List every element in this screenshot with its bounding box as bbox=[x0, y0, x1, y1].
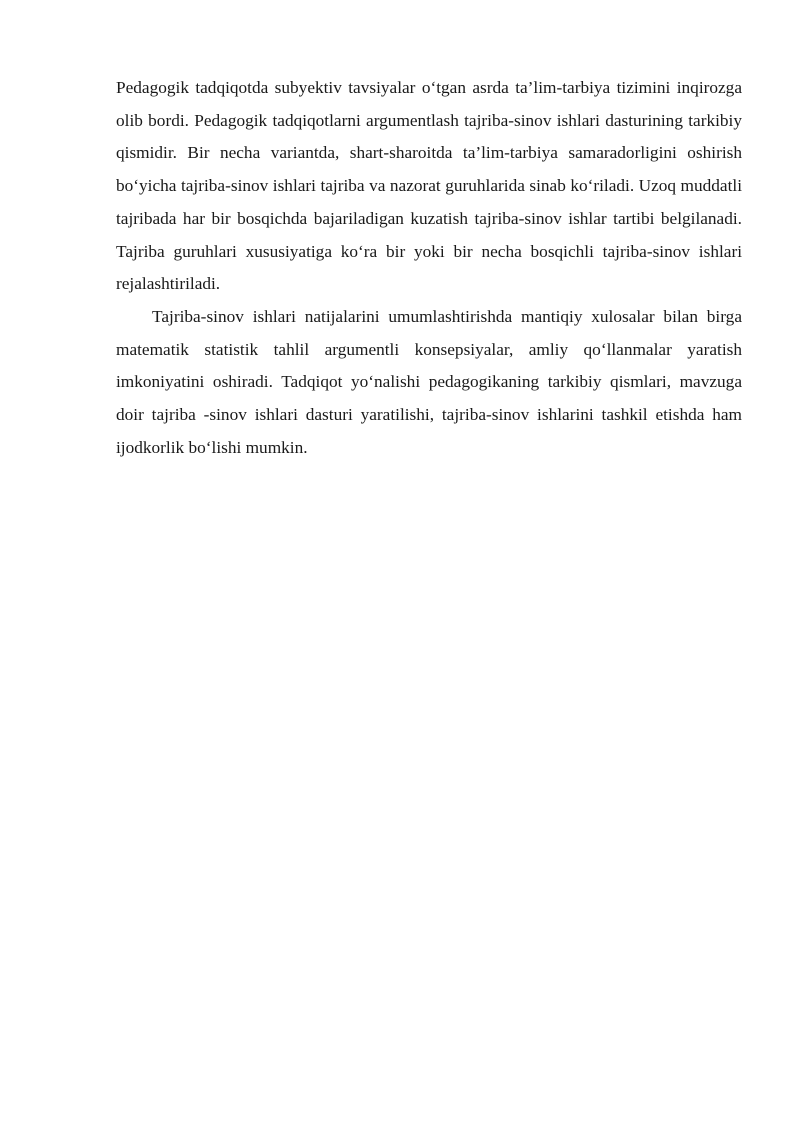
paragraph-2: Tajriba-sinov ishlari natijalarini umumlashtirishda mantiqiy xulosalar bilan birga matematik statistik tahlil argumentli konsepsiyalar, amliy qo‘llanmalar yaratish imkoniyatini oshiradi. Tadqiqot yo‘nalishi pedagogikaning tarkibiy qismlari, mavzuga doir tajriba -sinov ishlari dasturi yaratilishi, tajriba-sinov ishlarini tashkil etishda ham ijodkorlik bo‘lishi mumkin. bbox=[116, 306, 742, 457]
document-body bbox=[116, 72, 742, 464]
paragraph-1: Pedagogik tadqiqotda subyektiv tavsiyalar o‘tgan asrda ta’lim-tarbiya tizimini inqirozga olib bordi. Pedagogik tadqiqotlarni argumentlash tajriba-sinov ishlari dasturining tarkibiy qismidir. Bir necha variantda, shart-sharoitda ta’lim-tarbiya samaradorligini oshirish bo‘yicha tajriba-sinov ishlari tajriba va nazorat guruhlarida sinab ko‘riladi. Uzoq muddatli tajribada har bir bosqichda bajariladigan kuzatish tajriba-sinov ishlar tartibi belgilanadi. Tajriba guruhlari xususiyatiga ko‘ra bir yoki bir necha bosqichli tajriba-sinov ishlari rejalashtiriladi. bbox=[116, 78, 742, 294]
